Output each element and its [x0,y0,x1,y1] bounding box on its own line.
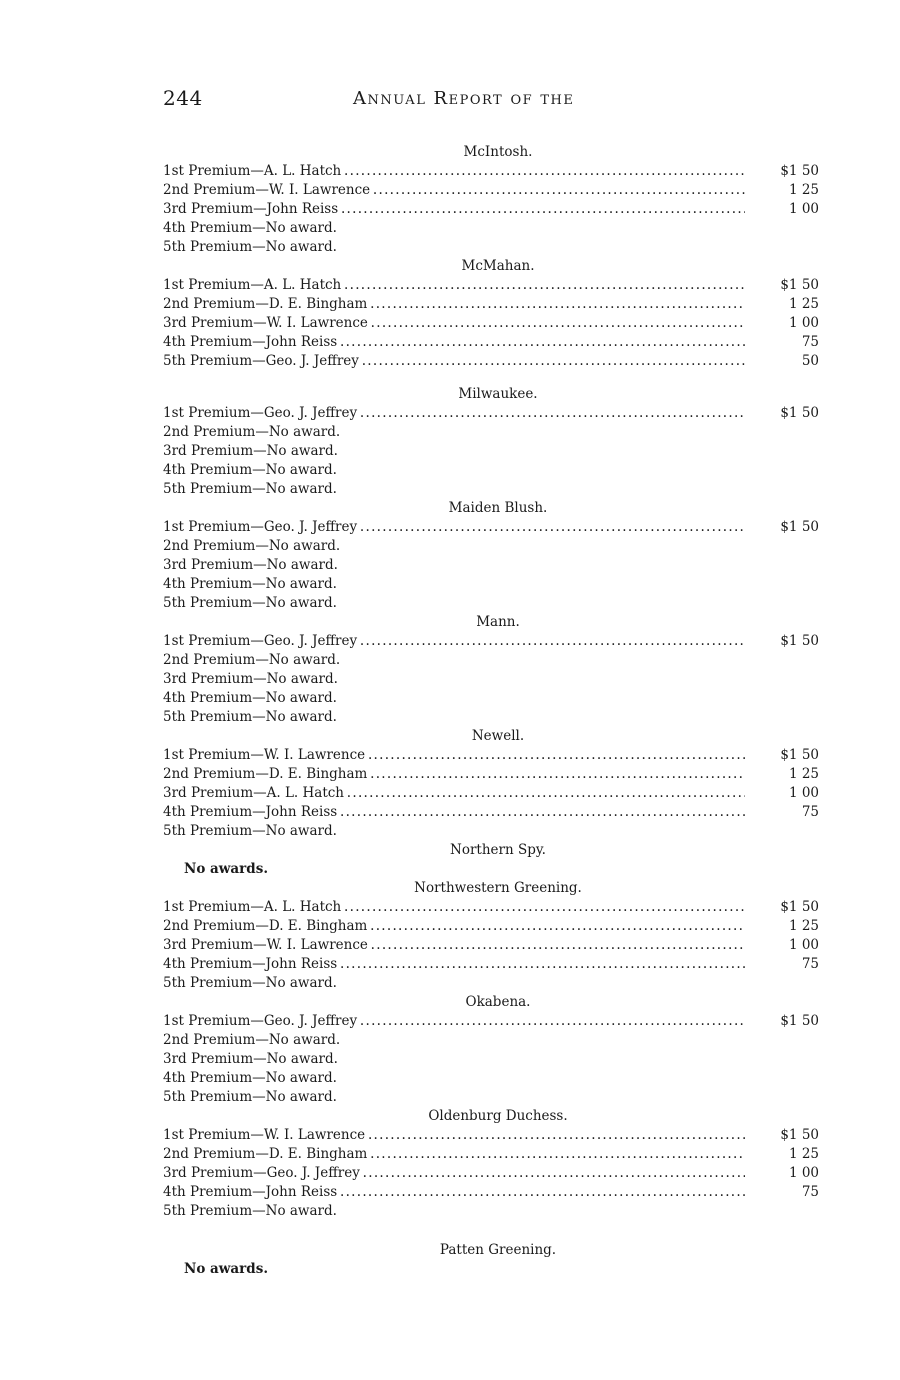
premium-amount: 75 [801,804,819,820]
variety-title: Newell. [471,728,525,744]
premium-row [163,784,823,803]
premium-row [163,803,823,822]
premium-entry: 1st Premium—Geo. J. Jeffrey . . . [163,1012,745,1031]
premium-row [163,518,823,537]
premium-row [163,955,823,974]
premium-entry: 5th Premium—No award. [163,595,337,611]
premium-row [163,480,823,499]
variety-section [163,143,823,257]
premium-row [163,1050,823,1069]
variety-section [163,841,823,879]
premium-row [163,1031,823,1050]
premium-entry: 5th Premium—No award. [163,975,337,991]
premium-row [163,974,823,993]
premium-row [163,1069,823,1088]
premium-entry: 1st Premium—W. I. Lawrence . . . [163,746,745,765]
premium-amount: $1 50 [780,747,819,763]
variety-section [163,499,823,613]
premium-amount: 1 00 [788,937,819,953]
premium-row [163,162,823,181]
premium-amount: $1 50 [780,1013,819,1029]
premium-entry: 4th Premium—No award. [163,576,337,592]
premium-row [163,352,823,371]
premium-entry: 4th Premium—No award. [163,220,337,236]
variety-title: Patten Greening. [439,1242,557,1258]
premium-amount: 75 [801,1184,819,1200]
premium-row [163,238,823,257]
variety-section [163,727,823,841]
variety-section [163,993,823,1107]
variety-section [163,385,823,499]
variety-section [163,613,823,727]
premium-row [163,314,823,333]
premium-row [163,594,823,613]
page-header [163,86,823,112]
premium-entry: 2nd Premium—D. E. Bingham . . . [163,765,745,784]
premium-row [163,632,823,651]
premium-entry: 3rd Premium—No award. [163,443,338,459]
premium-entry: 2nd Premium—W. I. Lawrence . . . [163,181,745,200]
variety-title: Mann. [476,614,520,630]
premium-amount: 1 25 [788,296,819,312]
premium-entry: 4th Premium—No award. [163,690,337,706]
premium-amount: 1 25 [788,766,819,782]
premium-row [163,276,823,295]
premium-amount: $1 50 [780,633,819,649]
premium-entry: 1st Premium—W. I. Lawrence . . . [163,1126,745,1145]
premium-entry: 3rd Premium—John Reiss . . . [163,200,745,219]
premium-entry: 4th Premium—No award. [163,1070,337,1086]
premium-row [163,1202,823,1221]
premium-entry: 2nd Premium—D. E. Bingham . . . [163,295,745,314]
variety-title: Okabena. [465,994,531,1010]
premium-entry: 2nd Premium—No award. [163,652,341,668]
premium-amount: 50 [801,353,819,369]
premium-row [163,404,823,423]
premium-entry: 4th Premium—No award. [163,462,337,478]
premium-amount: 1 00 [788,315,819,331]
premium-amount: 1 00 [788,1165,819,1181]
premium-row [163,295,823,314]
premium-row [163,689,823,708]
premium-entry: 1st Premium—Geo. J. Jeffrey . . . [163,632,745,651]
premium-entry: 4th Premium—John Reiss . . . [163,333,745,352]
premium-entry: 3rd Premium—No award. [163,1051,338,1067]
premium-entry: 3rd Premium—No award. [163,671,338,687]
premium-entry: 4th Premium—John Reiss . . . [163,955,745,974]
premium-row [163,765,823,784]
premium-row [163,936,823,955]
premium-entry: 4th Premium—John Reiss . . . [163,803,745,822]
premium-entry: 1st Premium—Geo. J. Jeffrey . . . [163,518,745,537]
variety-title: Northwestern Greening. [414,880,582,896]
premium-row [163,1088,823,1107]
variety-title: McIntosh. [463,144,533,160]
premium-listings [163,143,823,1279]
premium-entry: 5th Premium—No award. [163,1203,337,1219]
variety-section [163,257,823,371]
premium-row [163,1012,823,1031]
premium-row [163,1126,823,1145]
premium-amount: $1 50 [780,519,819,535]
premium-amount: 1 25 [788,182,819,198]
premium-entry: 1st Premium—A. L. Hatch . . . [163,898,745,917]
variety-section [163,879,823,993]
premium-entry: 3rd Premium—A. L. Hatch . . . [163,784,745,803]
premium-row [163,556,823,575]
premium-row [163,423,823,442]
variety-section [163,1107,823,1221]
premium-entry: 2nd Premium—D. E. Bingham . . . [163,1145,745,1164]
premium-entry: 5th Premium—No award. [163,239,337,255]
premium-entry: 2nd Premium—D. E. Bingham . . . [163,917,745,936]
premium-amount: 1 00 [788,785,819,801]
premium-amount: $1 50 [780,277,819,293]
variety-title: Northern Spy. [450,842,546,858]
premium-entry: 5th Premium—No award. [163,481,337,497]
premium-row [163,917,823,936]
premium-entry: 2nd Premium—No award. [163,424,341,440]
premium-entry: 5th Premium—No award. [163,1089,337,1105]
variety-section [163,1241,823,1279]
no-awards-note: No awards. [184,861,269,877]
premium-row [163,1164,823,1183]
premium-row [163,651,823,670]
premium-row [163,219,823,238]
premium-entry: 5th Premium—Geo. J. Jeffrey . . . [163,352,745,371]
premium-amount: 1 25 [788,1146,819,1162]
premium-row [163,898,823,917]
premium-row [163,1183,823,1202]
premium-entry: 3rd Premium—W. I. Lawrence . . . [163,936,745,955]
premium-row [163,181,823,200]
premium-amount: 75 [801,956,819,972]
premium-row [163,670,823,689]
premium-row [163,461,823,480]
premium-row [163,575,823,594]
premium-entry: 3rd Premium—W. I. Lawrence . . . [163,314,745,333]
premium-entry: 2nd Premium—No award. [163,538,341,554]
premium-entry: 4th Premium—John Reiss . . . [163,1183,745,1202]
premium-amount: $1 50 [780,1127,819,1143]
premium-row [163,1145,823,1164]
premium-row [163,333,823,352]
premium-row [163,442,823,461]
premium-entry: 3rd Premium—No award. [163,557,338,573]
premium-amount: $1 50 [780,163,819,179]
premium-entry: 3rd Premium—Geo. J. Jeffrey . . . [163,1164,745,1183]
premium-row [163,822,823,841]
premium-row [163,708,823,727]
premium-entry: 5th Premium—No award. [163,823,337,839]
premium-row [163,200,823,219]
premium-row [163,746,823,765]
running-title: Annual Report of the [353,88,575,109]
premium-amount: 1 25 [788,918,819,934]
variety-title: Milwaukee. [458,386,538,402]
variety-title: Oldenburg Duchess. [428,1108,568,1124]
premium-amount: 75 [801,334,819,350]
variety-title: Maiden Blush. [448,500,548,516]
premium-amount: 1 00 [788,201,819,217]
premium-amount: $1 50 [780,899,819,915]
premium-row [163,537,823,556]
premium-entry: 1st Premium—Geo. J. Jeffrey . . . [163,404,745,423]
premium-amount: $1 50 [780,405,819,421]
premium-entry: 2nd Premium—No award. [163,1032,341,1048]
no-awards-note: No awards. [184,1261,269,1277]
premium-entry: 1st Premium—A. L. Hatch . . . [163,276,745,295]
page-number: 244 [163,86,203,110]
premium-entry: 5th Premium—No award. [163,709,337,725]
variety-title: McMahan. [461,258,535,274]
premium-entry: 1st Premium—A. L. Hatch . . . [163,162,745,181]
